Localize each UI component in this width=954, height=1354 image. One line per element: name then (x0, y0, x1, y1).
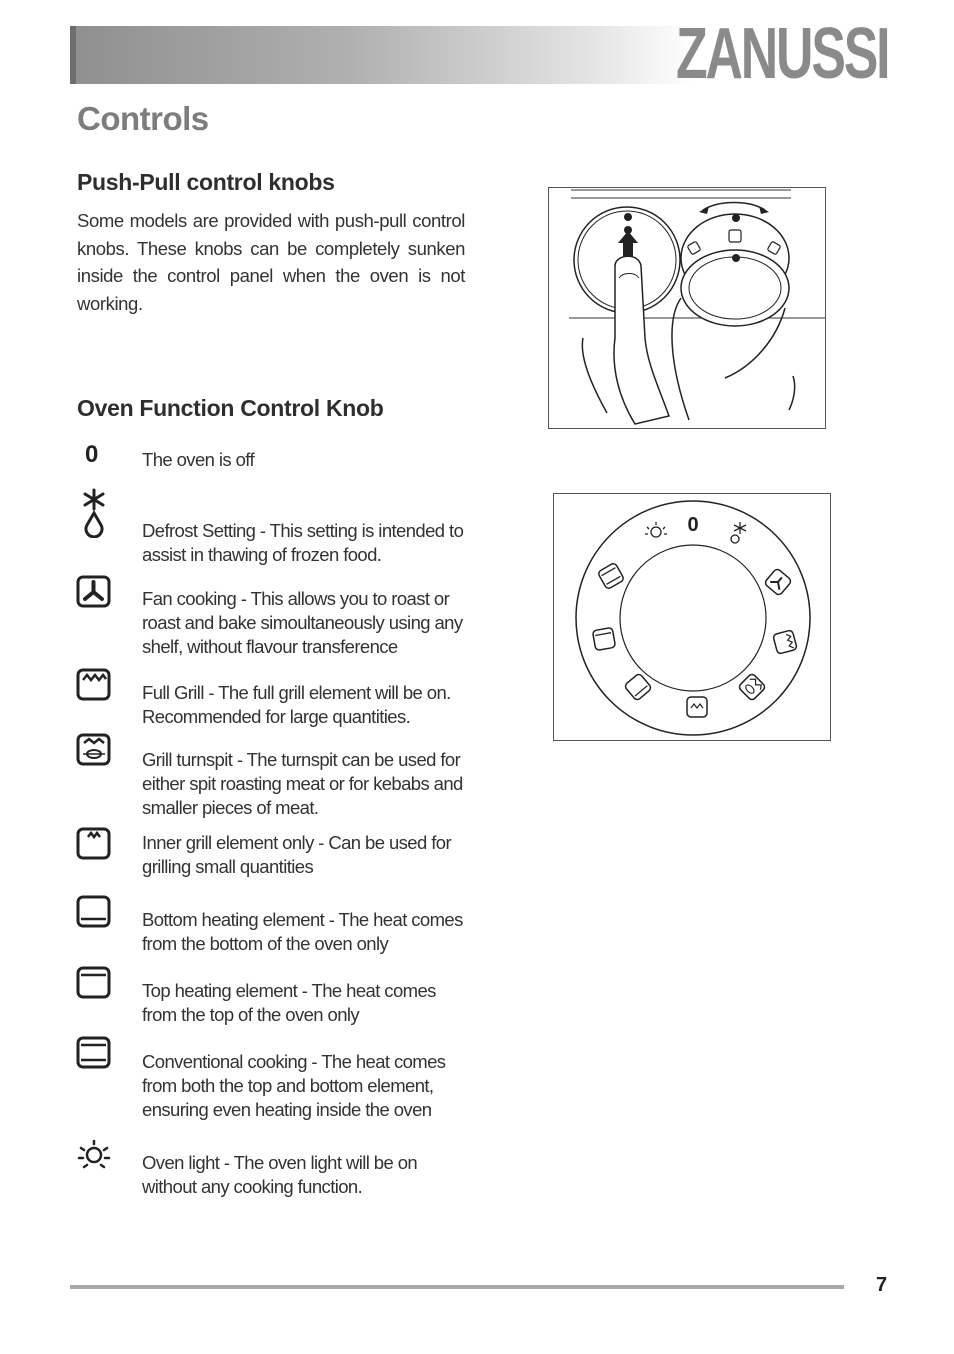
oven-light-icon (75, 1138, 113, 1174)
defrost-icon (75, 486, 113, 522)
off-zero-symbol: 0 (85, 441, 99, 468)
brand-logo: ZANUSSI (676, 14, 889, 94)
header-bar (70, 26, 694, 84)
full-grill-icon (75, 668, 113, 704)
oven-function-heading: Oven Function Control Knob (77, 395, 384, 421)
knob-dial-svg (554, 494, 830, 740)
footer-rule (70, 1285, 844, 1289)
top-heat-icon (75, 966, 113, 1002)
grill-turnspit-icon (75, 733, 113, 769)
fan-cooking-icon (75, 575, 113, 611)
header-bar-accent (70, 26, 76, 84)
function-text-top-heat: Top heating element - The heat comes from the top of the oven only (142, 980, 436, 1025)
function-text-conventional: Conventional cooking - The heat comes from both the top and bottom element, ensuring even heating inside the oven (142, 1051, 446, 1120)
function-text-full-grill: Full Grill - The full grill element will be on. Recommended for large quantities. (142, 682, 451, 727)
function-text-defrost: Defrost Setting - This setting is intended to assist in thawing of frozen food. (142, 520, 464, 565)
push-pull-knob-illustration (548, 187, 826, 429)
bottom-heat-icon (75, 895, 113, 931)
page-number: 7 (876, 1274, 888, 1296)
knob-zero-label: 0 (687, 514, 699, 536)
function-text-bottom-heat: Bottom heating element - The heat comes from the bottom of the oven only (142, 909, 463, 954)
push-pull-description: Some models are provided with push-pull control knobs. These knobs can be completely sunken inside the control panel when the oven is not working. (77, 210, 465, 314)
function-text-fan-cooking: Fan cooking - This allows you to roast or roast and bake simoultaneously using any shelf, without flavour transference (142, 588, 463, 657)
push-pull-heading: Push-Pull control knobs (77, 169, 335, 195)
page-title: Controls (77, 100, 209, 137)
inner-grill-icon (75, 827, 113, 863)
oven-function-knob-diagram (553, 493, 831, 741)
conventional-icon (75, 1036, 113, 1072)
function-text-grill-turnspit: Grill turnspit - The turnspit can be used for either spit roasting meat or for kebabs and smaller pieces of meat. (142, 749, 463, 818)
function-text-off: The oven is off (142, 449, 255, 470)
function-text-oven-light: Oven light - The oven light will be on without any cooking function. (142, 1152, 418, 1197)
function-text-inner-grill: Inner grill element only - Can be used for grilling small quantities (142, 832, 452, 877)
